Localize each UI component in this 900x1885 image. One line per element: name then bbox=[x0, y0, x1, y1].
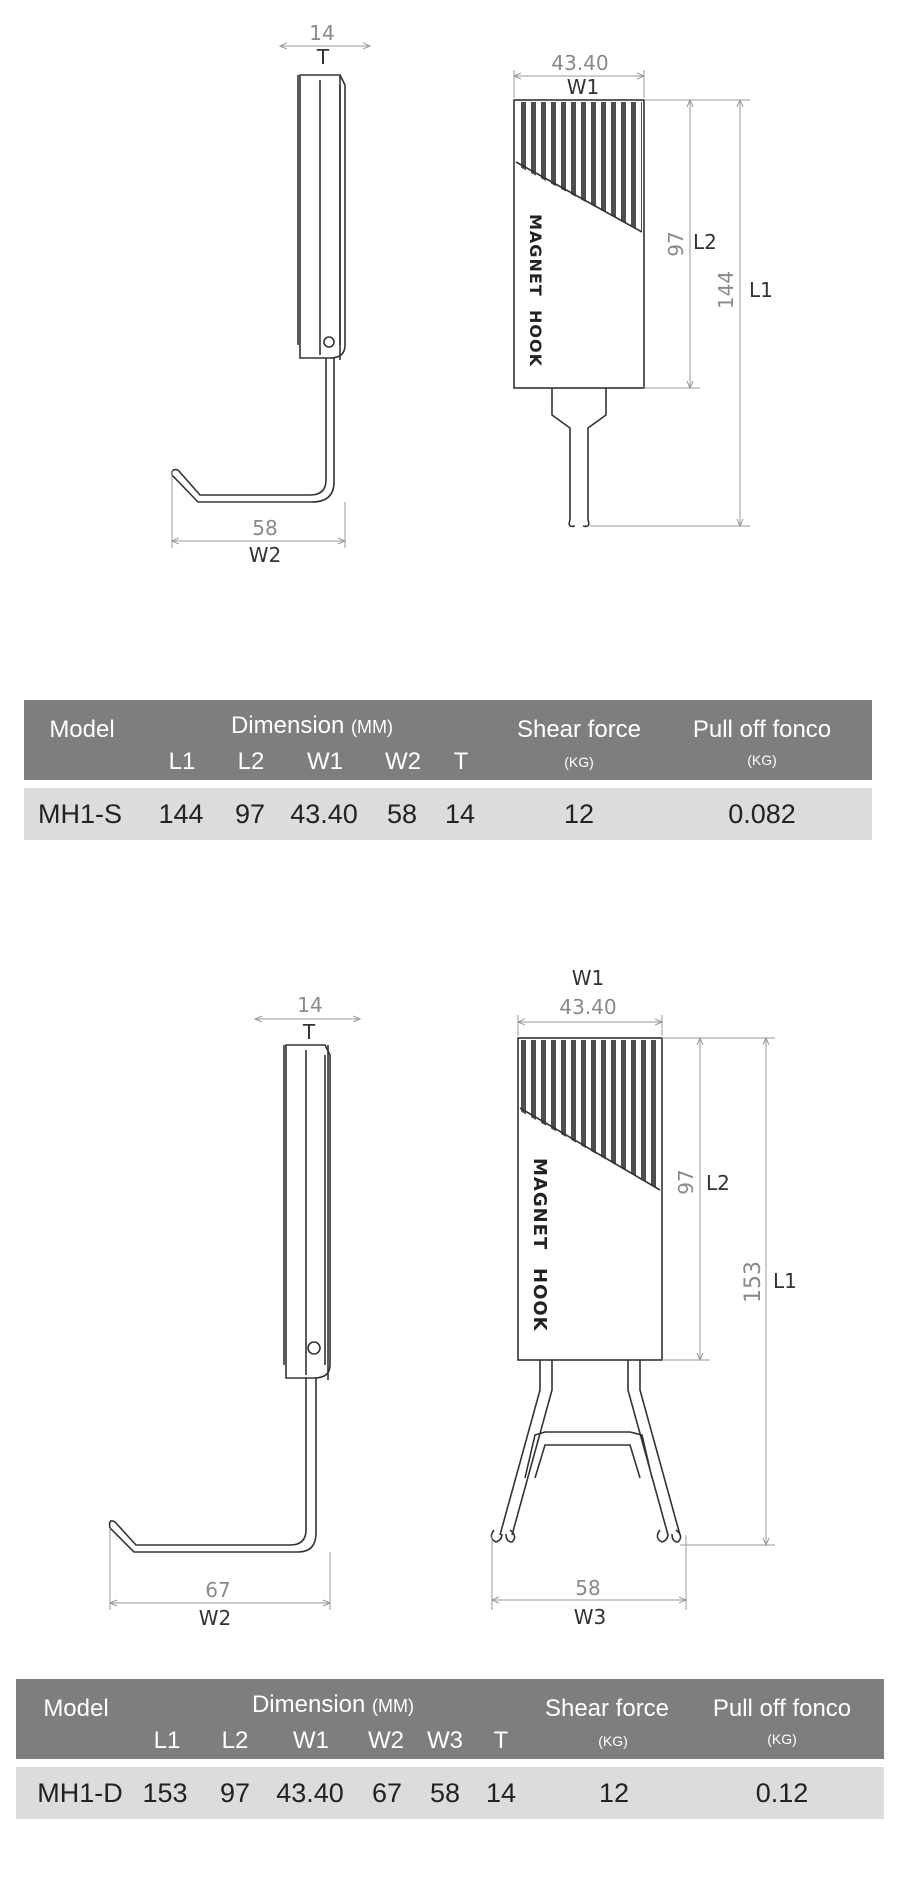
cell-pull: 0.082 bbox=[728, 799, 796, 829]
hdr-col-l2: L2 bbox=[221, 1727, 249, 1754]
d2-t-value: 14 bbox=[297, 993, 323, 1017]
d2-l1-value: 153 bbox=[741, 1261, 766, 1303]
d2-l2-value: 97 bbox=[674, 1169, 698, 1195]
d2-w2-value: 67 bbox=[205, 1578, 231, 1602]
d2-w1-label: W1 bbox=[571, 966, 605, 990]
hdr-shear: Shear force bbox=[544, 1695, 670, 1722]
d1-l2-label: L2 bbox=[693, 230, 717, 254]
hdr-pull: Pull off fonco bbox=[712, 1695, 852, 1722]
cell-model: MH1-S bbox=[37, 799, 123, 829]
hdr-col-w2: W2 bbox=[368, 1727, 404, 1754]
d1-l2-value: 97 bbox=[664, 231, 688, 257]
d2-w2-label: W2 bbox=[198, 1606, 232, 1630]
hook2-body bbox=[286, 1045, 330, 1378]
d2-t-label: T bbox=[302, 1020, 316, 1044]
hdr-shear-unit: (KG) bbox=[598, 1733, 628, 1749]
hdr-col-l2: L2 bbox=[237, 748, 265, 775]
spec-table-mh1-s bbox=[24, 700, 872, 840]
d1-w2-label: W2 bbox=[248, 543, 282, 567]
hdr-col-w1: W1 bbox=[307, 748, 343, 775]
hdr-model: Model bbox=[49, 716, 115, 743]
cell-w3: 58 bbox=[429, 1778, 461, 1808]
d1-w1-value: 43.40 bbox=[551, 51, 609, 75]
d1-w2-value: 58 bbox=[252, 516, 278, 540]
table-header bbox=[16, 1679, 884, 1759]
cell-model: MH1-D bbox=[37, 1778, 123, 1808]
hdr-dimension-text: Dimension bbox=[230, 712, 345, 739]
hdr-col-t: T bbox=[493, 1727, 509, 1754]
d1-w1-label: W1 bbox=[566, 75, 600, 99]
cell-l1: 144 bbox=[158, 799, 204, 829]
cell-shear: 12 bbox=[598, 1778, 630, 1808]
cell-t: 14 bbox=[444, 799, 476, 829]
hook1-side-view bbox=[172, 46, 370, 548]
hdr-col-l1: L1 bbox=[168, 748, 196, 775]
hdr-dimension-text: Dimension bbox=[251, 1691, 366, 1718]
cell-w1: 43.40 bbox=[276, 1778, 344, 1808]
d2-l2-label: L2 bbox=[706, 1171, 730, 1195]
hdr-dimension bbox=[231, 712, 393, 740]
hdr-col-w3: W3 bbox=[427, 1727, 463, 1754]
d1-l1-label: L1 bbox=[749, 278, 773, 302]
d2-w1-value: 43.40 bbox=[559, 995, 617, 1019]
d2-w3-value: 58 bbox=[575, 1576, 601, 1600]
cell-shear: 12 bbox=[563, 799, 595, 829]
cell-l2: 97 bbox=[219, 1778, 251, 1808]
cell-l2: 97 bbox=[234, 799, 266, 829]
d2-brand-magnet: MAGNET bbox=[529, 1158, 550, 1251]
d2-l1-label: L1 bbox=[773, 1269, 797, 1293]
hook2-side-view bbox=[110, 1019, 360, 1610]
hdr-shear: Shear force bbox=[516, 716, 642, 743]
hdr-pull: Pull off fonco bbox=[692, 716, 832, 743]
cell-pull: 0.12 bbox=[755, 1778, 809, 1808]
hdr-dimension-unit: (MM) bbox=[372, 1696, 415, 1716]
hdr-shear-unit: (KG) bbox=[564, 754, 594, 770]
hdr-dimension-unit: (MM) bbox=[351, 717, 394, 737]
table-header bbox=[24, 700, 872, 780]
d1-l1-value: 144 bbox=[714, 270, 738, 310]
hdr-col-t: T bbox=[453, 748, 469, 775]
d1-brand-magnet: MAGNET bbox=[526, 214, 545, 297]
hdr-col-l1: L1 bbox=[153, 1727, 181, 1754]
cell-w2: 58 bbox=[386, 799, 418, 829]
cell-l1: 153 bbox=[142, 1778, 188, 1808]
table-row bbox=[16, 1767, 884, 1819]
table-row bbox=[24, 788, 872, 840]
cell-w1: 43.40 bbox=[290, 799, 358, 829]
cell-w2: 67 bbox=[371, 1778, 403, 1808]
hdr-model: Model bbox=[43, 1695, 109, 1722]
d2-brand-hook: HOOK bbox=[529, 1268, 550, 1332]
hdr-pull-unit: (KG) bbox=[767, 1731, 797, 1747]
hdr-col-w2: W2 bbox=[385, 748, 421, 775]
hdr-pull-unit: (KG) bbox=[747, 752, 777, 768]
hdr-col-w1: W1 bbox=[293, 1727, 329, 1754]
cell-t: 14 bbox=[485, 1778, 517, 1808]
spec-table-mh1-d bbox=[16, 1679, 884, 1819]
d1-brand-hook: HOOK bbox=[526, 310, 545, 367]
d1-t-label: T bbox=[316, 45, 330, 69]
hook1-body bbox=[300, 75, 345, 358]
d1-t-value: 14 bbox=[309, 21, 335, 45]
hdr-dimension bbox=[252, 1691, 414, 1719]
d2-w3-label: W3 bbox=[573, 1605, 607, 1629]
